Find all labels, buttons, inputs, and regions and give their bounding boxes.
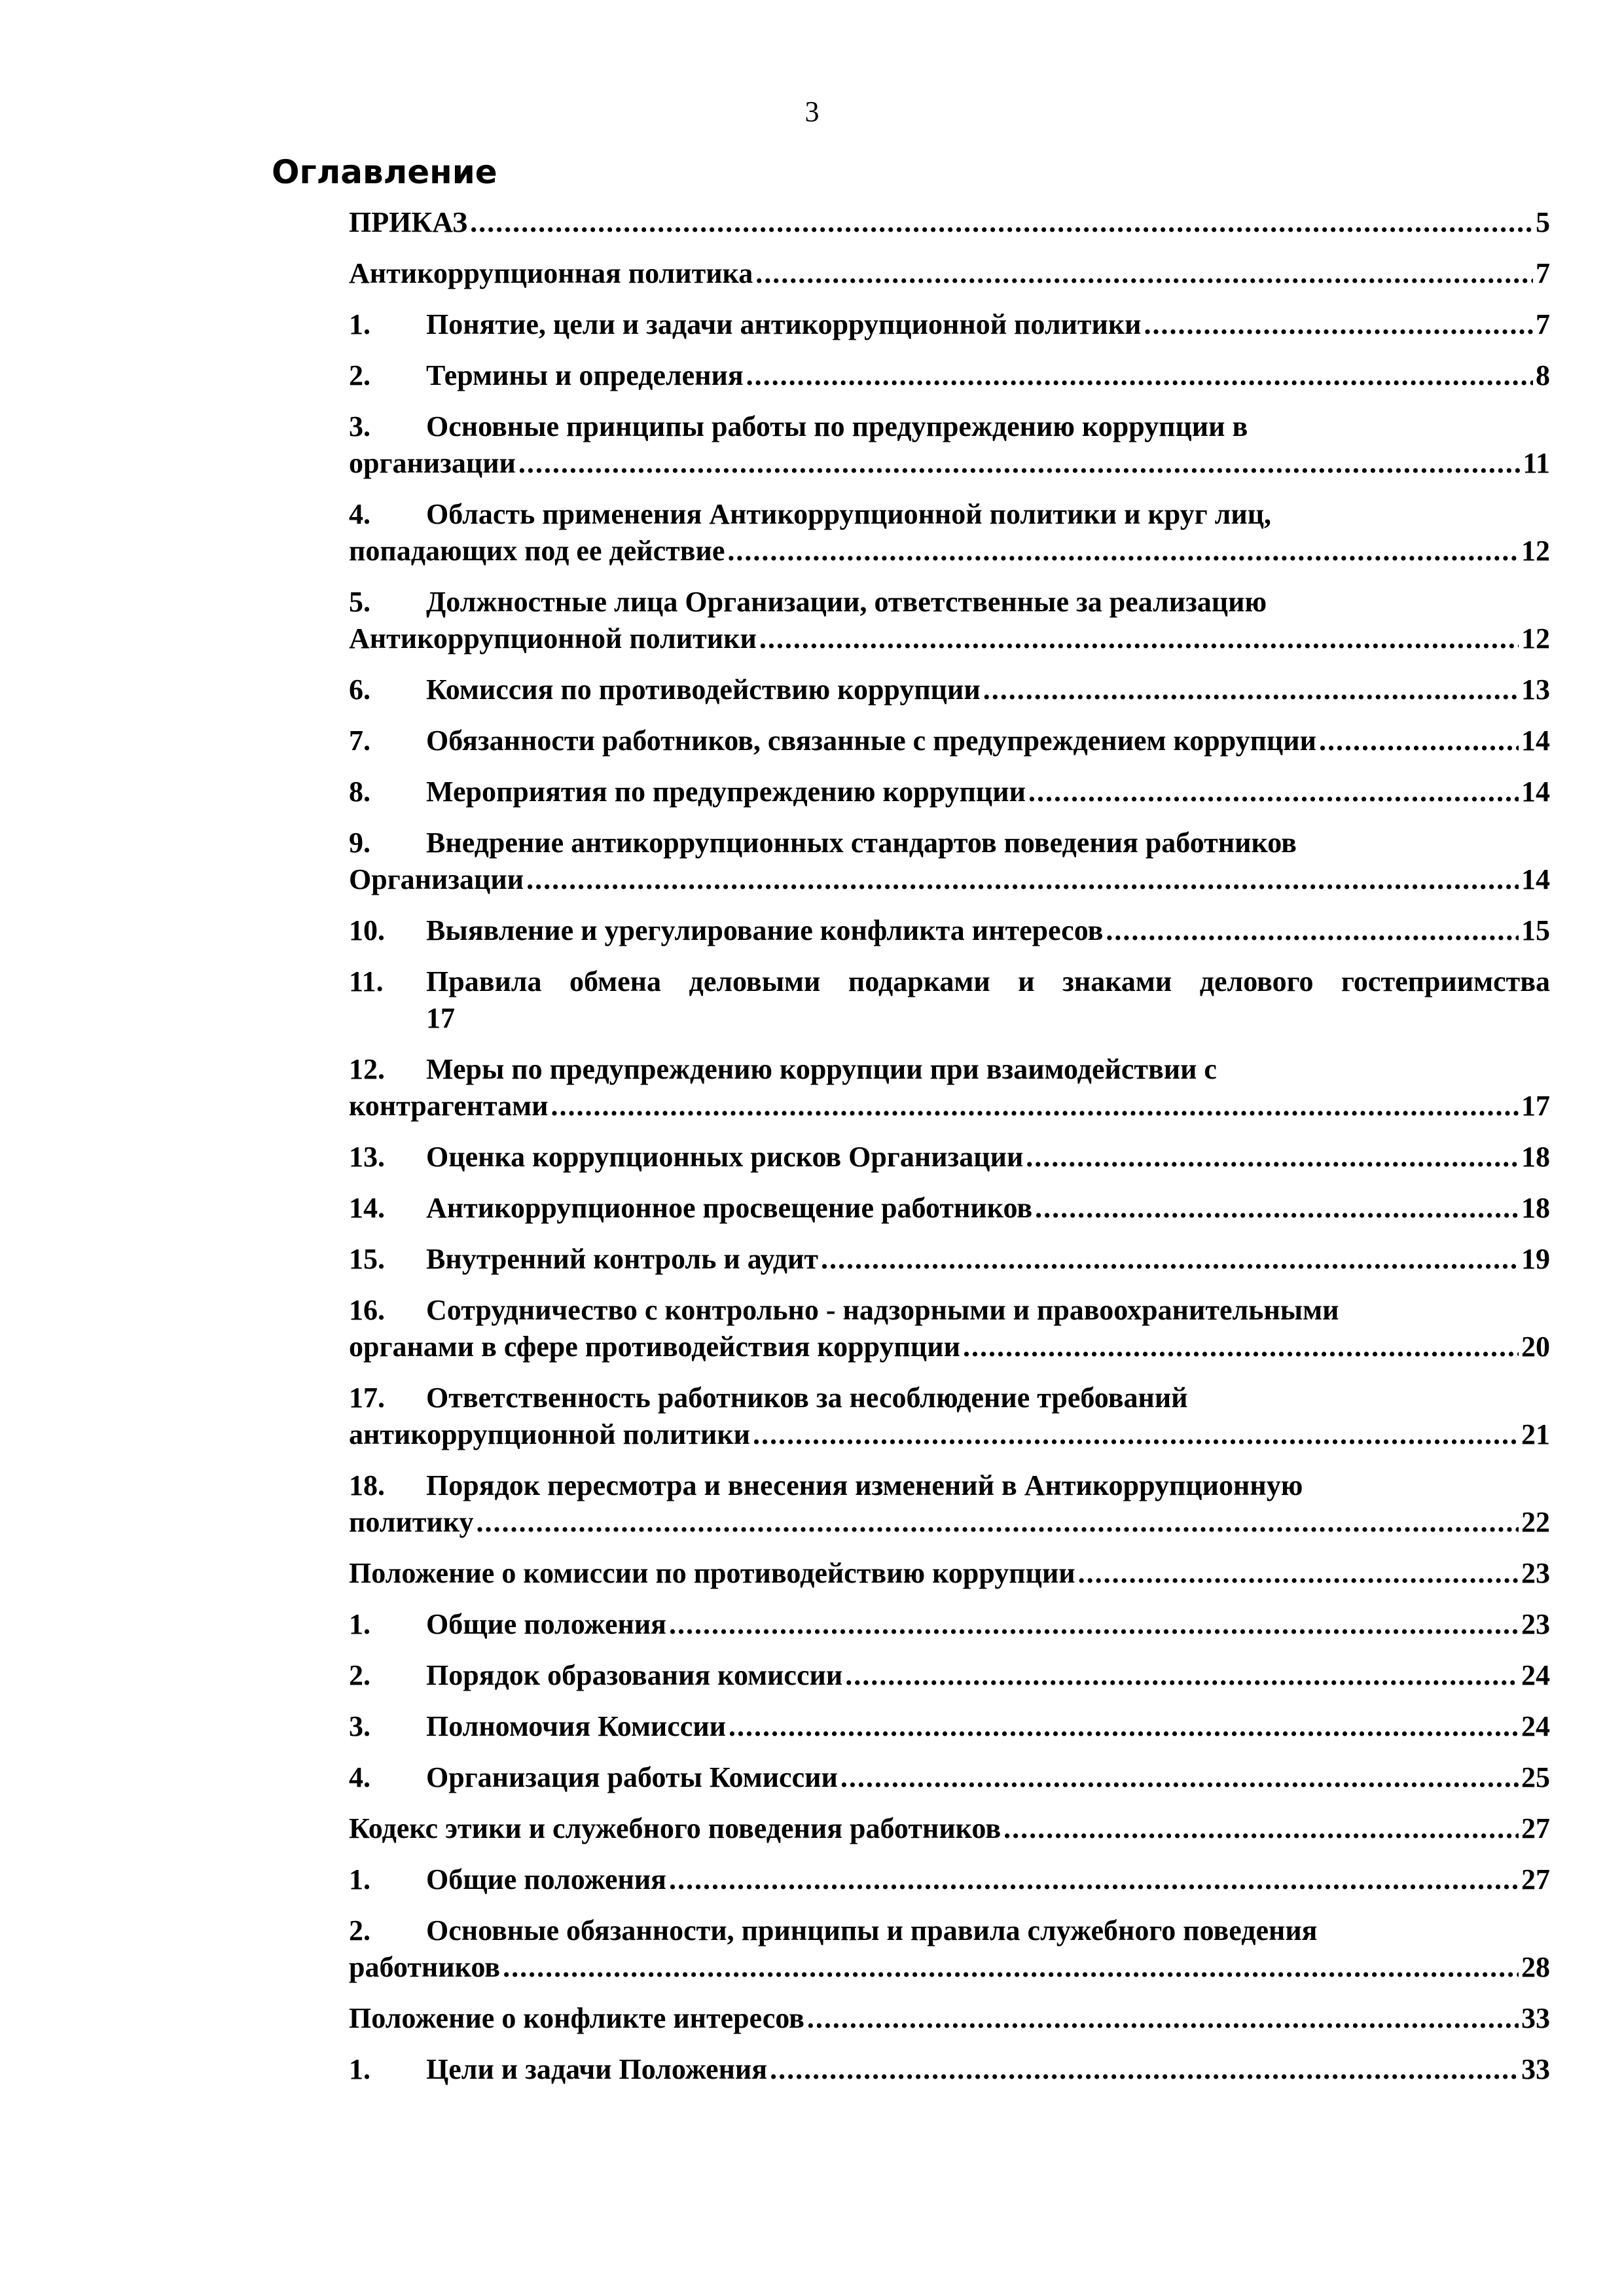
toc-dot-leader: [551, 1088, 1519, 1124]
toc-entry-row: [349, 1241, 1550, 1278]
toc-entry-page: 5: [1536, 206, 1550, 238]
toc-entry-page: 14: [1521, 776, 1550, 808]
toc-dot-leader: [1144, 306, 1533, 343]
toc-entry-title-cont: организации: [349, 447, 516, 479]
toc-entry-title: Ответственность работников за несоблюдение требований: [426, 1382, 1188, 1414]
toc-entry-page: 28: [1521, 1951, 1550, 1983]
toc-entry-number: 9.: [349, 827, 370, 859]
toc-entry-page: 13: [1521, 673, 1550, 706]
toc-dot-leader: [526, 861, 1519, 898]
toc-entry-title: Область применения Антикоррупционной политики и круг лиц,: [426, 498, 1272, 530]
toc-dot-leader: [845, 1657, 1519, 1694]
page-number: 3: [804, 96, 820, 128]
toc-entry-page: 12: [1521, 622, 1550, 655]
toc-entry-row: [349, 204, 1550, 241]
toc-entry-title: Оценка коррупционных рисков Организации: [426, 1141, 1024, 1173]
toc-dot-leader: [1319, 723, 1519, 759]
toc-entry[interactable]: [349, 1241, 1550, 1278]
toc-entry-title-cont: контрагентами: [349, 1090, 549, 1122]
toc-entry-number: 18.: [349, 1469, 385, 1501]
toc-entry-page: 27: [1521, 1863, 1550, 1895]
toc-entry-title: Общие положения: [426, 1863, 666, 1895]
toc-entry-title: Сотрудничество с контрольно - надзорными и правоохранительными: [426, 1294, 1339, 1326]
toc-entry-row: [349, 306, 1550, 343]
toc-entry-page: 11: [1523, 447, 1550, 479]
toc-entry[interactable]: [349, 1139, 1550, 1175]
toc-entry-page: 20: [1521, 1331, 1550, 1363]
toc-entry-row: [349, 1000, 1550, 1037]
toc-entry[interactable]: [349, 255, 1550, 292]
toc-entry-number: 2.: [349, 1659, 370, 1691]
toc-dot-leader: [669, 1606, 1519, 1643]
toc-dot-leader: [840, 1759, 1519, 1796]
toc-entry-number: 14.: [349, 1192, 385, 1224]
toc-entry-title: Положение о комиссии по противодействию коррупции: [349, 1557, 1075, 1589]
toc-entry-number: 10.: [349, 914, 385, 946]
toc-entry-row: [349, 1292, 1550, 1329]
toc-dot-leader: [727, 533, 1519, 569]
toc-entry-page: 25: [1521, 1761, 1550, 1793]
toc-entry-row: [349, 1190, 1550, 1227]
toc-entry-row: [349, 912, 1550, 949]
toc-dot-leader: [518, 445, 1521, 482]
toc-entry-row: [349, 1504, 1550, 1541]
toc-entry-title: Меры по предупреждению коррупции при взаимодействии с: [426, 1053, 1217, 1085]
toc-entry-row: [349, 496, 1550, 533]
toc-entry-title: ПРИКАЗ: [349, 206, 468, 238]
toc-entry-page: 15: [1521, 914, 1550, 946]
toc-entry-page: 17: [426, 1002, 455, 1034]
toc-entry-page: 14: [1521, 725, 1550, 757]
toc-entry-page: 24: [1521, 1659, 1550, 1691]
toc-dot-leader: [669, 1861, 1519, 1898]
toc-entry[interactable]: [349, 723, 1550, 759]
toc-entry[interactable]: [349, 496, 1550, 569]
toc-entry[interactable]: [349, 672, 1550, 708]
toc-entry-number: 5.: [349, 586, 370, 618]
toc-entry-row: [349, 774, 1550, 810]
toc-entry[interactable]: [349, 306, 1550, 343]
toc-entry-number: 12.: [349, 1053, 385, 1085]
toc-entry-row: [349, 445, 1550, 482]
toc-dot-leader: [821, 1241, 1519, 1278]
toc-entry[interactable]: [349, 912, 1550, 949]
toc-entry-page: 17: [1521, 1090, 1550, 1122]
toc-entry[interactable]: [349, 1912, 1550, 1986]
toc-entry[interactable]: [349, 1708, 1550, 1745]
toc-entry-title: Понятие, цели и задачи антикоррупционной политики: [426, 308, 1142, 340]
toc-entry-title: Цели и задачи Положения: [426, 2053, 768, 2085]
toc-entry-title-cont: Организации: [349, 863, 524, 895]
toc-entry[interactable]: [349, 825, 1550, 898]
toc-entry-row: [349, 672, 1550, 708]
toc-dot-leader: [470, 204, 1533, 241]
toc-entry-page: 21: [1521, 1418, 1550, 1450]
toc-entry[interactable]: [349, 1657, 1550, 1694]
toc-entry[interactable]: [349, 1380, 1550, 1453]
toc-entry[interactable]: [349, 1861, 1550, 1898]
toc-entry-title: Кодекс этики и служебного поведения работников: [349, 1812, 1001, 1844]
toc-entry-title: Порядок пересмотра и внесения изменений в Антикоррупционную: [426, 1469, 1303, 1501]
toc-entry-row: [349, 1606, 1550, 1643]
toc-entry-number: 1.: [349, 1863, 370, 1895]
toc-entry-row: [349, 861, 1550, 898]
toc-entry[interactable]: [349, 1292, 1550, 1365]
toc-entry-row: [349, 1810, 1550, 1847]
toc-entry-number: 3.: [349, 410, 370, 442]
toc-entry-page: 12: [1521, 535, 1550, 567]
toc-entry-number: 1.: [349, 308, 370, 340]
toc-entry-page: 23: [1521, 1557, 1550, 1589]
toc-entry-row: [349, 1861, 1550, 1898]
toc-entry-number: 3.: [349, 1710, 370, 1742]
toc-entry[interactable]: [349, 2051, 1550, 2088]
toc-entry-row: [349, 2000, 1550, 2037]
toc-entry-number: 1.: [349, 1608, 370, 1640]
toc-entry-page: 14: [1521, 863, 1550, 895]
toc-entry-row: [349, 2051, 1550, 2088]
toc-entry-row: [349, 1759, 1550, 1796]
toc-entry-number: 2.: [349, 1914, 370, 1946]
toc-entry-number: 1.: [349, 2053, 370, 2085]
toc-entry-title: Должностные лица Организации, ответственные за реализацию: [426, 586, 1267, 618]
toc-dot-leader: [759, 620, 1519, 657]
toc-entry-title: Внедрение антикоррупционных стандартов поведения работников: [426, 827, 1297, 859]
toc-dot-leader: [746, 357, 1533, 394]
toc-entry-title-cont: политику: [349, 1506, 474, 1538]
toc-entry-title-cont: антикоррупционной политики: [349, 1418, 751, 1450]
toc-entry-row: [349, 1949, 1550, 1986]
toc-entry-row: [349, 1380, 1550, 1416]
toc-entry-title: Общие положения: [426, 1608, 666, 1640]
toc-entry-number: 17.: [349, 1382, 385, 1414]
toc-entry-row: [349, 1467, 1550, 1504]
toc-dot-leader: [770, 2051, 1519, 2088]
toc-entry-page: 27: [1521, 1812, 1550, 1844]
toc-entry-title: Антикоррупционное просвещение работников: [426, 1192, 1033, 1224]
toc-entry[interactable]: [349, 584, 1550, 657]
toc-entry[interactable]: [349, 204, 1550, 241]
toc-entry-row: [349, 255, 1550, 292]
toc-entry-row: [349, 825, 1550, 861]
toc-entry-row: [349, 1657, 1550, 1694]
toc-entry-page: 33: [1521, 2002, 1550, 2034]
toc-entry-number: 15.: [349, 1243, 385, 1275]
toc-dot-leader: [729, 1708, 1519, 1745]
toc-entry-row: [349, 963, 1550, 1000]
toc-entry-row: [349, 723, 1550, 759]
toc-entry-number: 7.: [349, 725, 370, 757]
toc-entry-row: [349, 584, 1550, 620]
toc-entry-page: 7: [1536, 257, 1550, 289]
toc-entry-page: 23: [1521, 1608, 1550, 1640]
toc-entry-number: 6.: [349, 673, 370, 706]
toc-entry[interactable]: [349, 1051, 1550, 1124]
toc-entry[interactable]: [349, 1190, 1550, 1227]
toc-entry-title: Основные обязанности, принципы и правила служебного поведения: [426, 1914, 1318, 1946]
toc-entry-row: [349, 1555, 1550, 1592]
toc-entry-number: 4.: [349, 1761, 370, 1793]
table-of-contents: [349, 204, 1550, 2102]
toc-entry-row: [349, 1708, 1550, 1745]
toc-entry[interactable]: [349, 1467, 1550, 1541]
toc-entry[interactable]: [349, 2000, 1550, 2037]
toc-entry-page: 22: [1521, 1506, 1550, 1538]
toc-entry-number: 4.: [349, 498, 370, 530]
toc-entry-row: [349, 1329, 1550, 1365]
toc-dot-leader: [503, 1949, 1519, 1986]
toc-entry[interactable]: [349, 1810, 1550, 1847]
toc-dot-leader: [1078, 1555, 1519, 1592]
toc-entry-row: [349, 1088, 1550, 1124]
toc-entry[interactable]: [349, 1759, 1550, 1796]
toc-dot-leader: [807, 2000, 1519, 2037]
toc-entry-title: Обязанности работников, связанные с предупреждением коррупции: [426, 725, 1317, 757]
toc-entry-row: [349, 1912, 1550, 1949]
toc-dot-leader: [963, 1329, 1519, 1365]
toc-entry-title: Антикоррупционная политика: [349, 257, 753, 289]
toc-entry-page: 24: [1521, 1710, 1550, 1742]
toc-entry-row: [349, 357, 1550, 394]
toc-entry-page: 18: [1521, 1141, 1550, 1173]
toc-entry[interactable]: [349, 357, 1550, 394]
toc-dot-leader: [753, 1416, 1519, 1453]
toc-dot-leader: [1026, 1139, 1519, 1175]
toc-entry-title: Комиссия по противодействию коррупции: [426, 673, 981, 706]
toc-entry[interactable]: [349, 963, 1550, 1037]
toc-dot-leader: [1003, 1810, 1519, 1847]
toc-entry[interactable]: [349, 1555, 1550, 1592]
toc-entry-title-cont: попадающих под ее действие: [349, 535, 725, 567]
toc-entry-row: [349, 533, 1550, 569]
toc-entry-number: 2.: [349, 359, 370, 391]
toc-entry-number: 13.: [349, 1141, 385, 1173]
toc-entry-title: Основные принципы работы по предупреждению коррупции в: [426, 410, 1248, 442]
toc-entry-title-cont: Антикоррупционной политики: [349, 622, 757, 655]
toc-entry-title: Порядок образования комиссии: [426, 1659, 843, 1691]
toc-dot-leader: [1028, 774, 1519, 810]
toc-entry-row: [349, 1139, 1550, 1175]
toc-entry-page: 8: [1536, 359, 1550, 391]
toc-entry-title: Полномочия Комиссии: [426, 1710, 727, 1742]
toc-dot-leader: [1106, 912, 1519, 949]
toc-dot-leader: [477, 1504, 1519, 1541]
toc-entry-row: [349, 1416, 1550, 1453]
toc-entry-page: 7: [1536, 308, 1550, 340]
toc-entry-number: 11.: [349, 965, 384, 997]
toc-entry-title: Организация работы Комиссии: [426, 1761, 838, 1793]
toc-entry-page: 33: [1521, 2053, 1550, 2085]
toc-entry-number: 16.: [349, 1294, 385, 1326]
toc-dot-leader: [755, 255, 1533, 292]
toc-entry-row: [349, 1051, 1550, 1088]
toc-entry-page: 19: [1521, 1243, 1550, 1275]
toc-entry-title: Положение о конфликте интересов: [349, 2002, 804, 2034]
toc-dot-leader: [1035, 1190, 1519, 1227]
toc-heading: Оглавление: [272, 153, 497, 191]
toc-entry-title-cont: органами в сфере противодействия коррупции: [349, 1331, 960, 1363]
toc-entry-number: 8.: [349, 776, 370, 808]
toc-entry[interactable]: [349, 408, 1550, 482]
toc-entry[interactable]: [349, 774, 1550, 810]
toc-entry-title: Правила обмена деловыми подарками и знаками делового гостеприимства: [426, 965, 1550, 997]
toc-entry-page: 18: [1521, 1192, 1550, 1224]
toc-entry-row: [349, 620, 1550, 657]
toc-entry[interactable]: [349, 1606, 1550, 1643]
toc-entry-title: Мероприятия по предупреждению коррупции: [426, 776, 1026, 808]
toc-dot-leader: [983, 672, 1519, 708]
toc-entry-title: Термины и определения: [426, 359, 744, 391]
toc-entry-title-cont: работников: [349, 1951, 501, 1983]
toc-entry-title: Выявление и урегулирование конфликта интересов: [426, 914, 1104, 946]
toc-entry-row: [349, 408, 1550, 445]
toc-entry-title: Внутренний контроль и аудит: [426, 1243, 818, 1275]
